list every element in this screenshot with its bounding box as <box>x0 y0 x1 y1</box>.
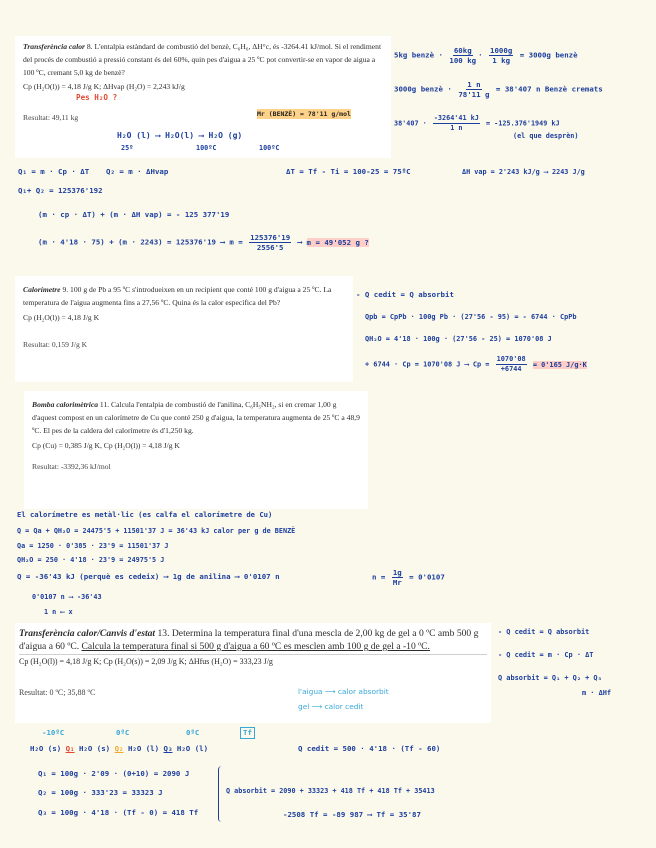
note-p8-molar-mass: Mr (BENZÈ) = 78'11 g/mol <box>257 110 351 118</box>
note-c3: QH₂O = 4'18 · 100g · (27'56 - 25) = 1070'08 J <box>365 335 552 343</box>
note-b5-formula: n = $\frac{1g}{Mr}$ = 0'0107 <box>372 568 445 587</box>
note-q-absorbit: Q absorbit = 2090 + 33323 + 418 Tf + 418 Tf + 35413 <box>226 787 435 795</box>
note-p8-t1: 25º <box>121 144 134 152</box>
fraction-mass: $\frac{125376'19}{2556'5}$ <box>250 233 291 252</box>
note-c4-result: = 0'165 J/g·K <box>532 360 587 369</box>
note-r2: 3000g benzè · $\frac{1 n}{78'11 g}$ = 38'407 n Benzè cremats <box>394 80 603 99</box>
note-s-tf: Tf <box>240 727 255 739</box>
note-l3: (m · cp · ΔT) + (m · ΔH vap) = - 125 377'19 <box>38 210 230 219</box>
note-q1: Q₁ = 100g · 2'09 · (0+10) = 2090 J <box>38 769 190 778</box>
note-l4-result: m = 49'052 g ? <box>306 237 369 247</box>
problem-8-data: Cp (H₂O(l)) = 4,18 J/g K; ΔHvap (H₂O) = 2,243 kJ/g <box>23 82 185 91</box>
note-b2: Q = Qa + QH₂O = 24475'5 + 11501'37 J = 36'43 kJ calor per g de BENZÈ <box>17 527 296 535</box>
note-b5: Q = -36'43 kJ (perquè es cedeix) ⟶ 1g de anilina ⟶ 0'0107 n <box>17 572 280 581</box>
note-b1: El calorímetre es metàl·lic (es calfa el calorímetre de Cu) <box>17 510 273 519</box>
note-q3: Q₃ = 100g · 4'18 · (Tf - 0) = 418 Tf <box>38 808 199 817</box>
note-p8-t2: 100ºC <box>196 144 217 152</box>
note-l1b: Q₂ = m · ΔHvap <box>106 167 169 176</box>
problem-13-statement: Transferència calor/Canvis d'estat 13. Determina la temperatura final d'una mescla de 2,00 kg de gel a 0 ºC amb 500 g d'aigua a 60 ºC. Calcula la temperatura final si 500 g d'aigua a 60 ºC es mesclen amb 100 g de gel a -10 ºC. <box>19 628 479 652</box>
note-s-m10: -10ºC <box>42 728 65 737</box>
note-t-r1: - Q cedit = Q absorbit <box>498 628 590 636</box>
note-t-n2: gel ⟶ calor cedit <box>298 702 364 711</box>
note-q-cedit: Q cedit = 500 · 4'18 · (Tf - 60) <box>298 744 441 753</box>
note-t-r3: Q absorbit = Q₁ + Q₂ + Q₃ <box>498 674 602 682</box>
note-t-n1: l'aigua ⟶ calor absorbit <box>298 687 389 696</box>
note-c2: Qpb = CpPb · 100g Pb · (27'56 - 95) = - 6744 · CpPb <box>365 313 577 321</box>
note-b7: 1 n ⟵ x <box>44 608 73 616</box>
problem-11-statement: Bomba calorimètrica 11. Calcula l'entalpia de combustió de l'anilina, C₆H₅NH₂, si en cremar 1,00 g d'aquest compost en un calorímetre de Cu que conté 250 g d'aigua, la temperatura augmenta de 25 ºC a 48,9 ºC. El pes de la caldera del calorímetre és d'1,250 kg. <box>32 400 360 435</box>
problem-8-result: Resultat: 49,11 kg <box>23 113 79 122</box>
note-r3-comment: (el que desprèn) <box>513 132 579 140</box>
curly-brace-icon <box>218 766 225 822</box>
problem-11-result: Resultat: -3392,36 kJ/mol <box>32 462 111 471</box>
problem-13-card <box>15 623 491 723</box>
note-p8-t3: 100ºC <box>259 144 280 152</box>
fraction-moles: $\frac{1g}{Mr}$ <box>392 568 402 587</box>
fraction-60-100: $\frac{60kg}{100 kg}$ <box>449 46 477 65</box>
problem-11-data: Cp (Cu) = 0,385 J/g K, Cp (H₂O(l)) = 4,18 J/g K <box>32 441 180 450</box>
note-b3: Qa = 1250 · 0'385 · 23'9 = 11501'37 J <box>17 542 169 550</box>
note-l1c: ΔT = Tf - Ti = 100-25 = 75ºC <box>286 167 411 176</box>
note-l1d: ΔH vap = 2'243 kJ/g ⟶ 2243 J/g <box>462 168 585 176</box>
problem-9-card <box>15 276 353 382</box>
note-s-0b: 0ºC <box>186 728 200 737</box>
problem-13-result: Resultat: 0 ºC; 35,88 ºC <box>19 688 96 697</box>
problem-9-data: Cp (H₂O(l)) = 4,18 J/g K <box>23 313 100 322</box>
problem-9-statement: Calorímetre 9. 100 g de Pb a 95 ºC s'introdueixen en un recipient que conté 100 g d'aigua a 25 ºC. La temperatura de l'aigua augmenta fins a 27,56 ºC. Quina és la calor específica del Pb? <box>23 285 332 307</box>
fraction-1000-1: $\frac{1000g}{1 kg}$ <box>490 46 513 65</box>
note-p8-scheme: H₂O (l) ⟶ H₂O(l) ⟶ H₂O (g) <box>117 131 243 140</box>
note-state-scheme: H₂O (s) Q₁ H₂O (s) Q₂ H₂O (l) Q₃ H₂O (l) <box>30 744 209 753</box>
note-b4: QH₂O = 250 · 4'18 · 23'9 = 24975'5 J <box>17 556 165 564</box>
note-r3: 38'407 · $\frac{-3264'41 kJ}{1 n}$ = -125.376'1949 kJ <box>394 114 560 132</box>
fraction-mol: $\frac{1 n}{78'11 g}$ <box>458 80 490 99</box>
note-p8-question: Pes H₂O ? <box>76 93 118 102</box>
note-c4: + 6744 · Cp = 1070'08 J ⟶ Cp = $\frac{1070'08}{+6744}$ = 0'165 J/g·K <box>365 355 587 373</box>
note-l1a: Q₁ = m · Cp · ΔT <box>18 167 90 176</box>
note-c1: - Q cedit = Q absorbit <box>356 290 454 299</box>
note-l4: (m · 4'18 · 75) + (m · 2243) = 125376'19 ⟶ m = $\frac{125376'19}{2556'5}$ ⟶ m = 49'052 g ? <box>38 233 369 252</box>
note-r1: 5kg benzè · $\frac{60kg}{100 kg}$ · $\frac{1000g}{1 kg}$ = 3000g benzè <box>394 46 578 65</box>
note-l2: Q₁+ Q₂ = 125376'192 <box>18 186 103 195</box>
note-s-0a: 0ºC <box>116 728 130 737</box>
fraction-cp: $\frac{1070'08}{+6744}$ <box>496 355 526 373</box>
problem-13-data: Cp (H₂O(l)) = 4,18 J/g K; Cp (H₂O(s)) = 2,09 J/g K; ΔHfus (H₂O) = 333,23 J/g <box>19 654 487 668</box>
problem-9-result: Resultat: 0,159 J/g K <box>23 340 88 349</box>
note-t-r2: - Q cedit = m · Cp · ΔT <box>498 651 594 659</box>
problem-8-statement: Transferència calor 8. L'entalpia estàndard de combustió del benzè, C₆H₆, ΔH°c, és -3264.41 kJ/mol. Si el rendiment del procés de combustió a pressió constant és del 60%, quin pes d'aigua a 25 ºC pot convertir-se en vapor de aigua a 100 ºC, cremant 5,0 kg de benzè? <box>23 42 382 77</box>
note-t-r4: m · ΔHf <box>582 689 612 697</box>
note-q-final: -2508 Tf = -89 987 ⟶ Tf = 35'87 <box>283 810 421 819</box>
note-q2: Q₂ = 100g · 333'23 = 33323 J <box>38 788 163 797</box>
note-b6: 0'0107 n ⟶ -36'43 <box>32 593 102 601</box>
problem-11-card <box>24 391 368 509</box>
fraction-enthalpy: $\frac{-3264'41 kJ}{1 n}$ <box>433 114 479 132</box>
